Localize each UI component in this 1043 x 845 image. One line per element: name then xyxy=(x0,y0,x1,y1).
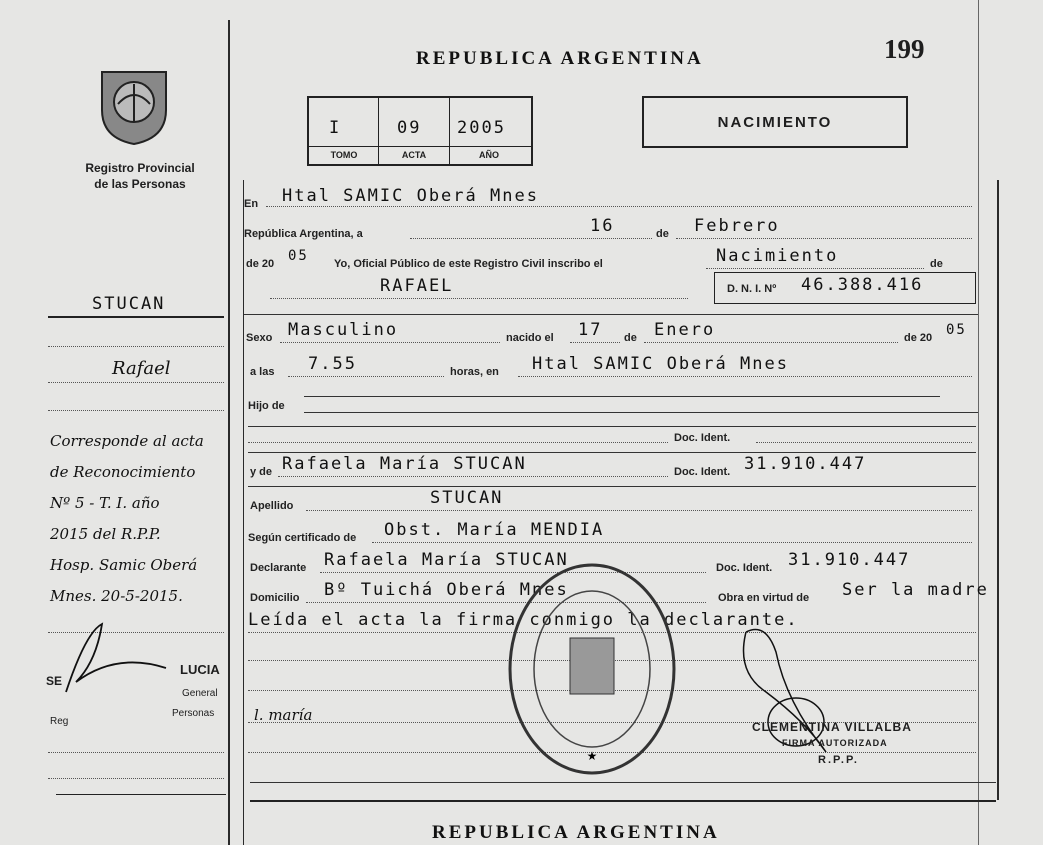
hijo-label: Hijo de xyxy=(248,400,285,412)
ano-label: AÑO xyxy=(479,150,499,160)
tomo-label: TOMO xyxy=(330,150,358,160)
declarante-doc: 31.910.447 xyxy=(788,550,911,570)
closing-text: Leída el acta la firma conmigo la declarante. xyxy=(248,610,799,630)
officer-role: FIRMA AUTORIZADA xyxy=(782,738,888,748)
doc-ident-label-2: Doc. Ident. xyxy=(674,466,731,478)
dni-label: D. N. I. Nº xyxy=(727,283,777,295)
note-line: Nº 5 - T. I. año xyxy=(50,494,160,512)
birth-year-prefix: de 20 xyxy=(904,332,933,344)
nacido-label: nacido el xyxy=(506,332,554,344)
dni-value: 46.388.416 xyxy=(801,275,924,295)
inscribo-value: Nacimiento xyxy=(716,246,839,266)
certificado-label: Según certificado de xyxy=(248,532,357,544)
obra-label: Obra en virtud de xyxy=(718,592,810,604)
horas-label: horas, en xyxy=(450,366,499,378)
tomo-value: I xyxy=(329,118,342,138)
officer-name: CLEMENTINA VILLALBA xyxy=(752,720,912,734)
declarante-label: Declarante xyxy=(250,562,307,574)
en-label: En xyxy=(244,198,259,210)
sexo-label: Sexo xyxy=(246,332,273,344)
republica-label: República Argentina, a xyxy=(244,228,363,240)
alas-label: a las xyxy=(250,366,275,378)
note-line: de Reconocimiento xyxy=(50,463,196,481)
birth-month: Enero xyxy=(654,320,716,340)
apellido-label: Apellido xyxy=(250,500,294,512)
day-value: 16 xyxy=(590,216,615,236)
child-name: RAFAEL xyxy=(380,276,454,296)
declarante-value: Rafaela María STUCAN xyxy=(324,550,569,570)
y-de-label: y de xyxy=(250,466,273,478)
domicilio-value: Bº Tuichá Oberá Mnes xyxy=(324,580,569,600)
month-value: Febrero xyxy=(694,216,780,236)
birth-place: Htal SAMIC Oberá Mnes xyxy=(532,354,789,374)
officer-org: R.P.P. xyxy=(818,754,859,766)
birth-year-suffix: 05 xyxy=(946,322,967,338)
note-line: Hosp. Samic Oberá xyxy=(50,556,198,574)
registry-line-2: de las Personas xyxy=(94,177,186,191)
page-number: 199 xyxy=(884,34,925,64)
note-line: 2015 del R.P.P. xyxy=(50,525,161,543)
mother-doc: 31.910.447 xyxy=(744,454,867,474)
stamp-fragment-reg: Reg xyxy=(50,716,69,727)
birth-day: 17 xyxy=(578,320,603,340)
form-left-rule xyxy=(243,180,244,845)
sidebar-surname: STUCAN xyxy=(92,294,166,314)
note-line: Mnes. 20-5-2015. xyxy=(50,587,183,605)
de-label: de xyxy=(656,228,669,240)
obra-value: Ser la madre xyxy=(842,580,989,600)
year-prefix: de 20 xyxy=(246,258,275,270)
stamp-fragment-lucia: LUCIA xyxy=(180,662,220,677)
stamp-fragment-general: General xyxy=(182,688,218,699)
acta-value: 09 xyxy=(397,118,422,138)
stamp-fragment-personas: Personas xyxy=(172,708,215,719)
sidebar-note xyxy=(50,426,230,612)
doc-ident-label-3: Doc. Ident. xyxy=(716,562,773,574)
book-reference-box xyxy=(307,96,533,166)
birth-de-label: de xyxy=(624,332,637,344)
place-value: Htal SAMIC Oberá Mnes xyxy=(282,186,539,206)
form-right-rule xyxy=(997,180,999,800)
registry-line-1: Registro Provincial xyxy=(85,161,195,175)
sexo-value: Masculino xyxy=(288,320,399,340)
acta-label: ACTA xyxy=(401,150,427,160)
stamp-fragment-se: SE xyxy=(46,674,63,688)
year-suffix: 05 xyxy=(288,248,309,264)
republic-title-top: REPUBLICA ARGENTINA xyxy=(416,48,704,69)
oficial-text: Yo, Oficial Público de este Registro Civil inscribo el xyxy=(334,258,603,270)
page-edge xyxy=(978,0,979,845)
sidebar-signature-icon xyxy=(56,612,176,702)
apellido-value: STUCAN xyxy=(430,488,504,508)
birth-time: 7.55 xyxy=(308,354,357,374)
record-type-box: NACIMIENTO xyxy=(642,96,908,148)
republic-title-bottom: REPUBLICA ARGENTINA xyxy=(432,822,720,843)
de-label-2: de xyxy=(930,258,943,270)
mother-name: Rafaela María STUCAN xyxy=(282,454,527,474)
doc-ident-label-1: Doc. Ident. xyxy=(674,432,731,444)
svg-text:★: ★ xyxy=(586,749,598,763)
sidebar-signature-text: l. maría xyxy=(254,706,313,724)
ano-value: 2005 xyxy=(457,118,506,138)
official-seal-icon xyxy=(506,560,678,778)
domicilio-label: Domicilio xyxy=(250,592,300,604)
sidebar-given-name: Rafael xyxy=(112,358,171,379)
certificado-value: Obst. María MENDIA xyxy=(384,520,605,540)
coat-of-arms-icon xyxy=(96,64,172,146)
dni-box xyxy=(714,272,976,304)
note-line: Corresponde al acta xyxy=(50,432,204,450)
